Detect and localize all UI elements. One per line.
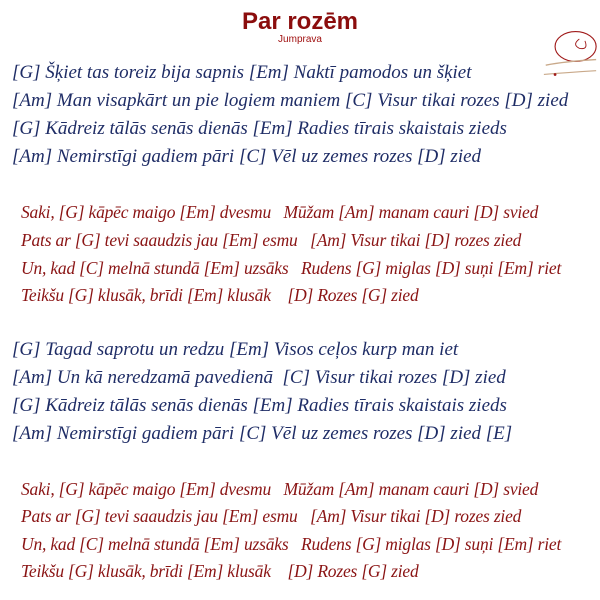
song-title: Par rozēm [241, 8, 359, 35]
chorus-line: Saki, [G] kāpēc maigo [Em] dvesmu Mūžam [Am] manam cauri [D] svied [21, 479, 539, 499]
chorus-line: Pats ar [G] tevi saaudzis jau [Em] esmu [Am] Visur tikai [D] rozes zied [21, 506, 522, 526]
lyric-line: [G] Kādreiz tālās senās dienās [Em] Radies tīrais skaistais zieds [12, 395, 507, 416]
chorus-line: Teikšu [G] klusāk, brīdi [Em] klusāk [D] Rozes [G] zied [21, 285, 419, 305]
lyric-line: [Am] Nemirstīgi gadiem pāri [C] Vēl uz zemes rozes [D] zied [12, 146, 482, 167]
lyric-line: [Am] Man visapkārt un pie logiem maniem [C] Visur tikai rozes [D] zied [12, 90, 569, 111]
chorus-line: Un, kad [C] melnā stundā [Em] uzsāks Rudens [G] miglas [D] suņi [Em] riet [21, 534, 562, 554]
lyric-line: [G] Tagad saprotu un redzu [Em] Visos ceļos kurp man iet [12, 339, 459, 360]
chorus-line: Saki, [G] kāpēc maigo [Em] dvesmu Mūžam [Am] manam cauri [D] svied [21, 202, 539, 222]
artist-name: Jumprava [278, 34, 322, 45]
lyric-line: [G] Kādreiz tālās senās dienās [Em] Radies tīrais skaistais zieds [12, 118, 507, 139]
chorus-line: Teikšu [G] klusāk, brīdi [Em] klusāk [D] Rozes [G] zied [21, 561, 419, 581]
lyric-line: [Am] Un kā neredzamā pavedienā [C] Visur tikai rozes [D] zied [12, 367, 506, 388]
chorus-line: Un, kad [C] melnā stundā [Em] uzsāks Rudens [G] miglas [D] suņi [Em] riet [21, 258, 562, 278]
decorative-swirl-logo-icon [542, 18, 598, 88]
chorus-line: Pats ar [G] tevi saaudzis jau [Em] esmu [Am] Visur tikai [D] rozes zied [21, 230, 522, 250]
lyric-line: [G] Šķiet tas toreiz bija sapnis [Em] Naktī pamodos un šķiet [12, 62, 472, 83]
lyric-line: [Am] Nemirstīgi gadiem pāri [C] Vēl uz zemes rozes [D] zied [E] [12, 423, 513, 444]
